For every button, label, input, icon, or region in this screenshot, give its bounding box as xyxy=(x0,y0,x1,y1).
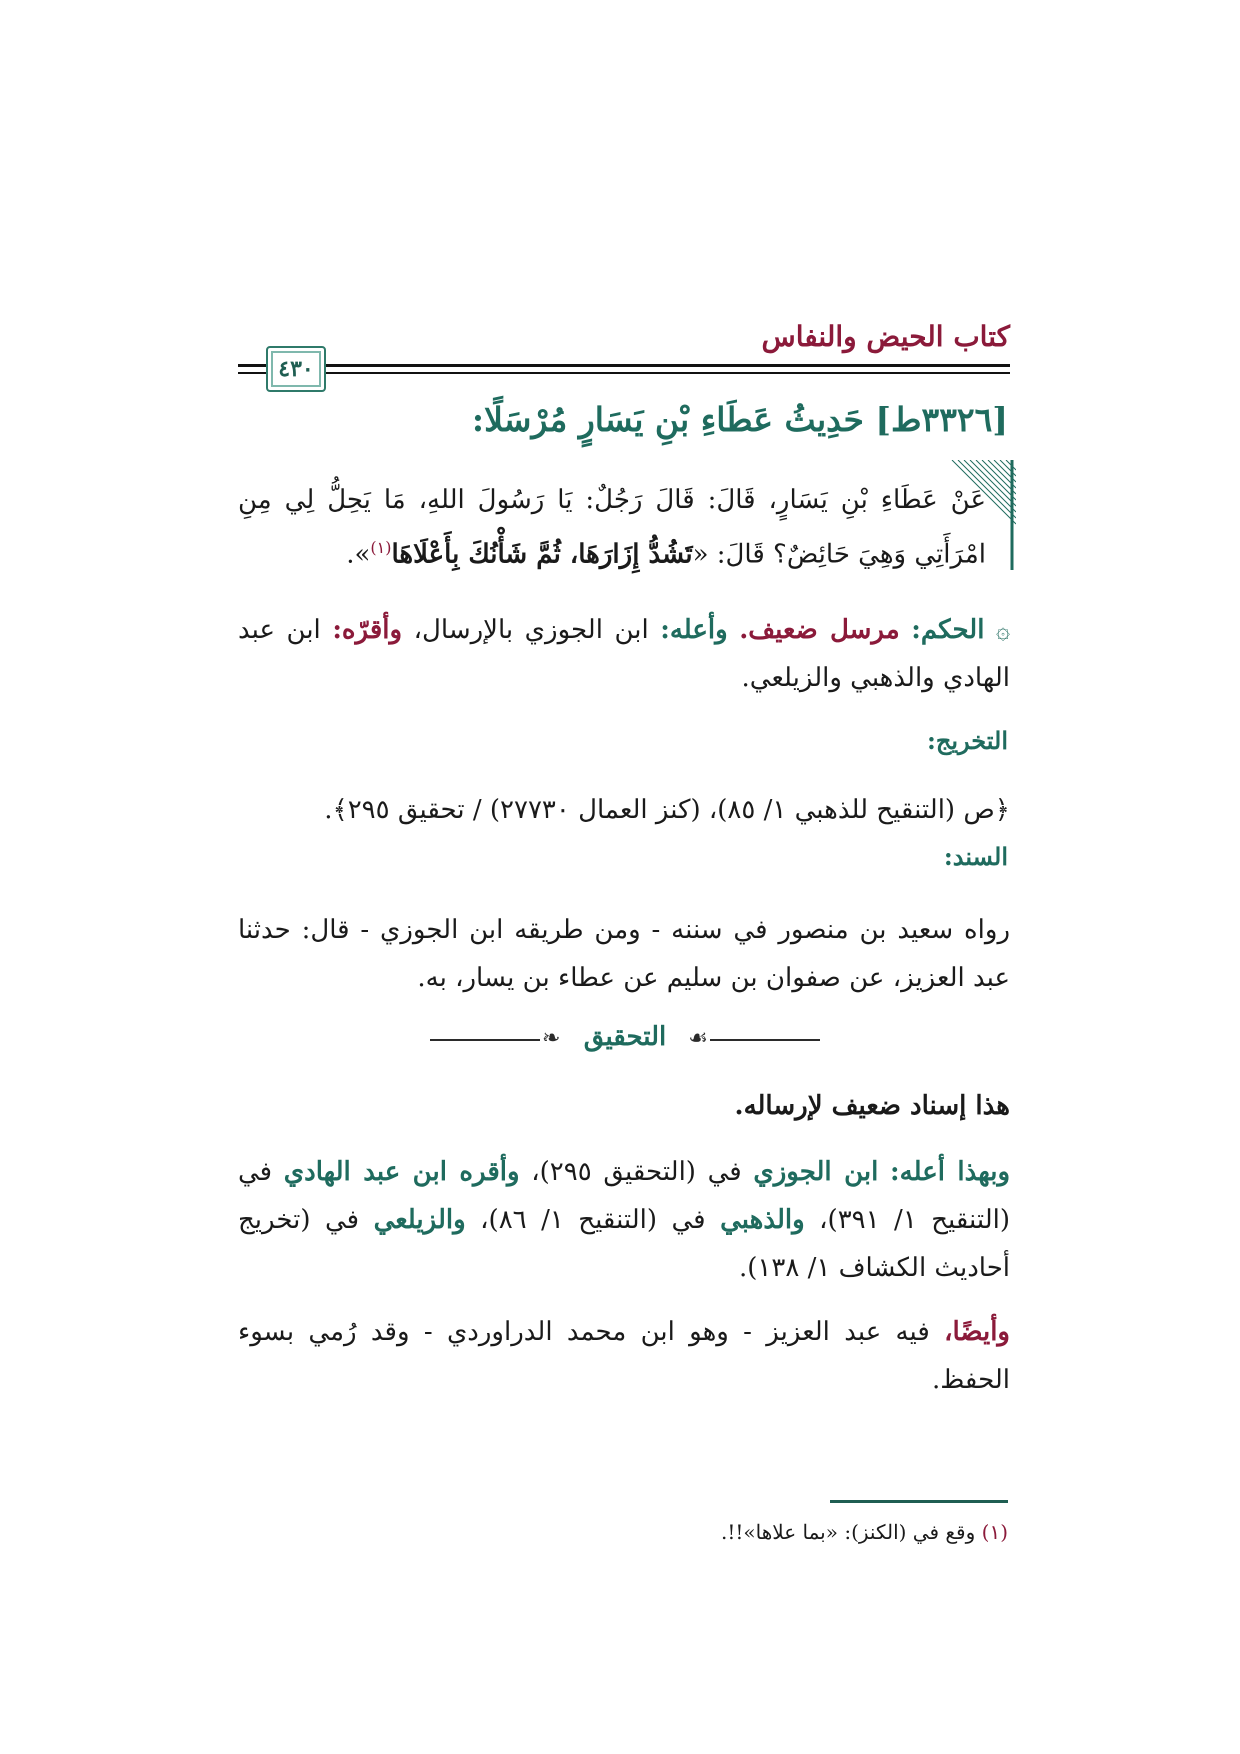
divider-ornament-right-icon: ☙ xyxy=(688,1026,708,1051)
footnote-text: وقع في (الكنز): «بما علاها»!!. xyxy=(720,1520,976,1544)
hadith-text-intro: عَنْ عَطَاءِ بْنِ يَسَارٍ، قَالَ: قَالَ رَجُلٌ: يَا رَسُولَ اللهِ، مَا يَحِلُّ لِي مِنِ امْرَأَتِي وَهِيَ حَائِضٌ؟ قَالَ: « xyxy=(238,485,986,570)
tahqiq-p3-text: فيه عبد العزيز - وهو ابن محمد الدراوردي - وقد رُمي بسوء الحفظ. xyxy=(238,1317,1010,1395)
footnote-rule xyxy=(830,1500,1008,1503)
tahqiq-p2-zaylai: والزيلعي xyxy=(373,1205,466,1235)
tahqiq-p2-ref-2: في (التنقيح ١/ ٣٩١)، xyxy=(238,1157,1011,1235)
hadith-quote: تَشُدُّ إِزَارَهَا، ثُمَّ شَأْنُكَ بِأَعْلَاهَا xyxy=(391,539,693,570)
tahqiq-paragraph-1: هذا إسناد ضعيف لإرساله. xyxy=(734,1091,1010,1121)
tahqiq-p2-ref-4: في (تخريج أحاديث الكشاف ١/ ١٣٨). xyxy=(238,1205,1010,1283)
page-number: ٤٣٠ xyxy=(278,356,314,382)
tahqiq-title: التحقيق xyxy=(583,1022,667,1052)
tahqiq-p2-intro: وبهذا أعله: xyxy=(890,1157,1011,1187)
header-rule-top xyxy=(238,364,1010,367)
tahqiq-paragraph-3 xyxy=(238,1308,1010,1404)
book-title: كتاب الحيض والنفاس xyxy=(761,320,1010,353)
divider-ornament-left-icon: ❧ xyxy=(542,1026,561,1051)
tahqiq-p2-ref-1: في (التحقيق ٢٩٥)، xyxy=(531,1157,742,1187)
hadith-box xyxy=(238,460,1010,580)
tahqiq-p3-label: وأيضًا، xyxy=(944,1317,1010,1347)
hadith-text-end: ». xyxy=(346,539,371,570)
rosette-icon: ۞ xyxy=(995,616,1011,644)
agreed-label: وأقرّه: xyxy=(332,615,403,645)
sanad-text: رواه سعيد بن منصور في سننه - ومن طريقه ابن الجوزي - قال: حدثنا عبد العزيز، عن صفوان بن سليم عن عطاء بن يسار، به. xyxy=(238,915,1010,993)
footnote xyxy=(721,1520,1008,1544)
tahqiq-p2-ibn-jawzi: ابن الجوزي xyxy=(753,1157,879,1187)
page-header xyxy=(238,300,1010,400)
ruling-paragraph xyxy=(238,606,1010,702)
agreed-text: ابن عبد الهادي والذهبي والزيلعي. xyxy=(238,615,1010,693)
tahqiq-p2-ref-3: في (التنقيح ١/ ٨٦)، xyxy=(480,1205,706,1235)
tahqiq-paragraph-2 xyxy=(238,1148,1010,1292)
sanad-label: السند: xyxy=(943,842,1008,871)
ruling-value: مرسل ضعيف. xyxy=(739,615,900,645)
ruling-label: الحكم: xyxy=(911,615,985,645)
divider-line-right xyxy=(710,1039,820,1041)
page-number-badge xyxy=(266,346,326,392)
illat-label: وأعله: xyxy=(660,615,728,645)
takhrij-text: ﴿ص (التنقيح للذهبي ١/ ٨٥)، (كنز العمال ٢٧٧٣٠) / تحقيق ٢٩٥﴾. xyxy=(324,795,1010,825)
footnote-number: (١) xyxy=(981,1520,1008,1544)
tahqiq-p2-dhahabi: والذهبي xyxy=(720,1205,805,1235)
illat-text: ابن الجوزي بالإرسال، xyxy=(413,615,649,645)
tahqiq-divider xyxy=(430,1020,820,1060)
takhrij-label: التخريج: xyxy=(927,726,1008,755)
hadith-title: [٣٣٢٦ط] حَدِيثُ عَطَاءِ بْنِ يَسَارٍ مُرْسَلًا: xyxy=(471,400,1008,439)
footnote-marker[interactable]: (١) xyxy=(370,538,392,557)
tahqiq-p2-ibn-abd-alhadi: وأقره ابن عبد الهادي xyxy=(283,1157,520,1187)
hadith-text xyxy=(238,476,986,579)
header-rule-bottom xyxy=(238,372,1010,374)
